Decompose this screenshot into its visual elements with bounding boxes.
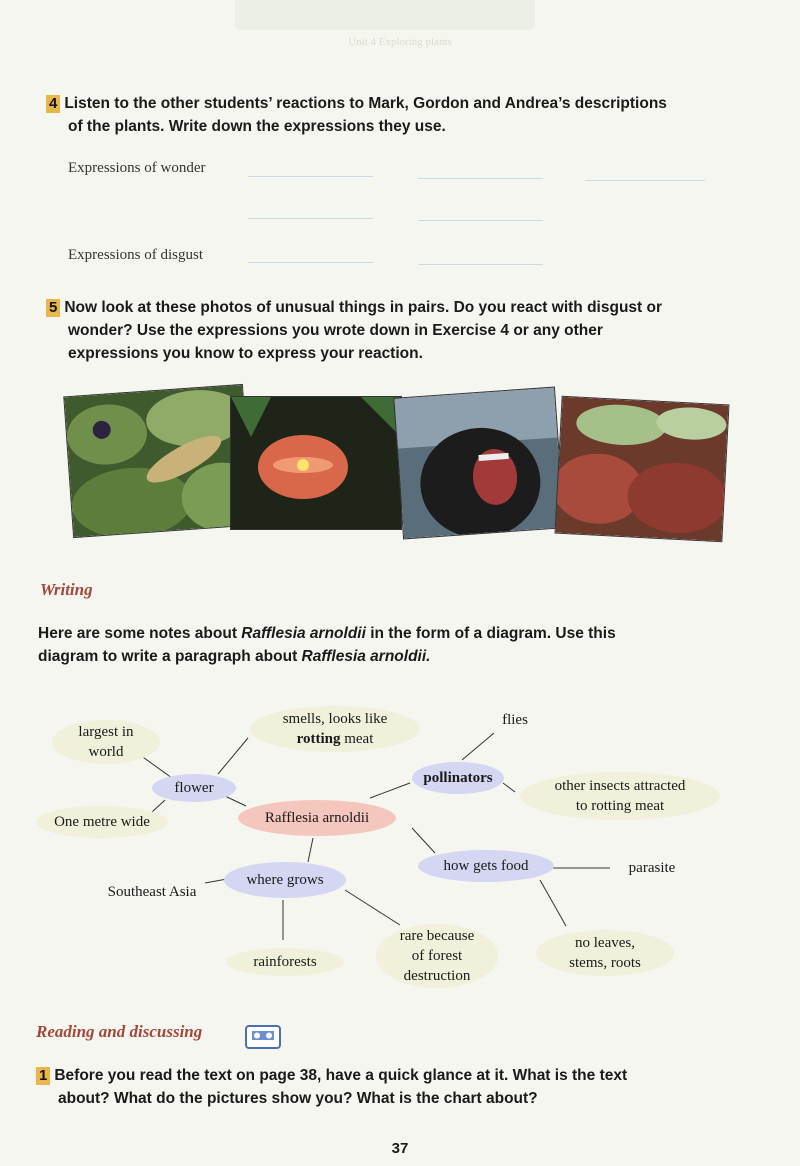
note-text: destruction [403, 968, 471, 984]
species-name: Rafflesia arnoldii. [301, 648, 431, 665]
exercise-number: 1 [36, 1067, 50, 1085]
instruction-line: about? What do the pictures show you? What is the chart about? [58, 1090, 538, 1107]
note-text: of forest [411, 948, 463, 964]
writing-heading: Writing [40, 580, 93, 599]
note-text: stems, roots [569, 955, 641, 971]
one-metre-wide-note: One metre wide [36, 806, 168, 838]
connector-line [370, 783, 410, 798]
connector-line [540, 880, 566, 926]
connector-line [140, 755, 172, 778]
running-head: Unit 4 Exploring plants [348, 36, 452, 48]
note-text: rare because [399, 928, 475, 944]
parasite-note: parasite [628, 860, 676, 876]
pollinators-node: pollinators [412, 762, 504, 794]
instruction-text: Here are some notes about [38, 625, 242, 642]
largest-in-world-note [52, 720, 160, 764]
smells-like-rotting-meat-note [250, 706, 420, 752]
expressions-of-disgust-label: Expressions of disgust [68, 247, 203, 263]
how-gets-food-node: how gets food [418, 850, 554, 882]
no-leaves-stems-roots-note [536, 930, 674, 976]
flies-note: flies [502, 712, 528, 728]
note-text: smells, looks like [282, 711, 388, 727]
connector-line [152, 800, 165, 812]
instruction-text: in the form of a diagram. Use this [365, 625, 616, 642]
exercise-number: 5 [46, 299, 60, 317]
connector-line [503, 783, 515, 792]
note-text-bold: rotting [296, 731, 341, 747]
instruction-text: diagram to write a paragraph about [38, 648, 302, 665]
flower-node: flower [152, 774, 236, 802]
exercise-1-instruction [36, 1064, 756, 1110]
rainforests-note: rainforests [226, 948, 344, 976]
rafflesia-arnoldii-center-node: Rafflesia arnoldii [238, 800, 396, 836]
reading-and-discussing-heading: Reading and discussing [36, 1022, 203, 1041]
exercise-number: 4 [46, 95, 60, 113]
note-text: world [88, 744, 124, 760]
connector-line [345, 890, 400, 925]
connector-line [308, 838, 313, 862]
connector-line [462, 733, 494, 760]
species-name: Rafflesia arnoldii [241, 625, 366, 642]
note-text: no leaves, [575, 935, 635, 951]
instruction-line: Before you read the text on page 38, have a quick glance at it. What is the text [54, 1067, 628, 1084]
where-grows-node: where grows [224, 862, 346, 898]
rare-forest-destruction-note [376, 924, 498, 988]
instruction-line: Now look at these photos of unusual things in pairs. Do you react with disgust or [64, 299, 662, 316]
connector-line [218, 738, 248, 774]
connector-line [225, 796, 246, 806]
note-text: other insects attracted [554, 778, 686, 794]
instruction-line: Listen to the other students’ reactions to Mark, Gordon and Andrea’s descriptions [64, 95, 667, 112]
note-text: largest in [78, 724, 134, 740]
cassette-tape-icon[interactable] [244, 1022, 284, 1052]
note-text: to rotting meat [575, 798, 665, 814]
page-number: 37 [391, 1140, 409, 1157]
instruction-line: expressions you know to express your reaction. [68, 345, 423, 362]
note-text: meat [340, 731, 374, 747]
other-insects-note [520, 772, 720, 820]
instruction-line: wonder? Use the expressions you wrote down in Exercise 4 or any other [68, 322, 603, 339]
connector-line [412, 828, 435, 853]
southeast-asia-note: Southeast Asia [107, 884, 197, 900]
expressions-of-wonder-label: Expressions of wonder [68, 160, 206, 176]
instruction-line: of the plants. Write down the expressions they use. [68, 118, 446, 135]
